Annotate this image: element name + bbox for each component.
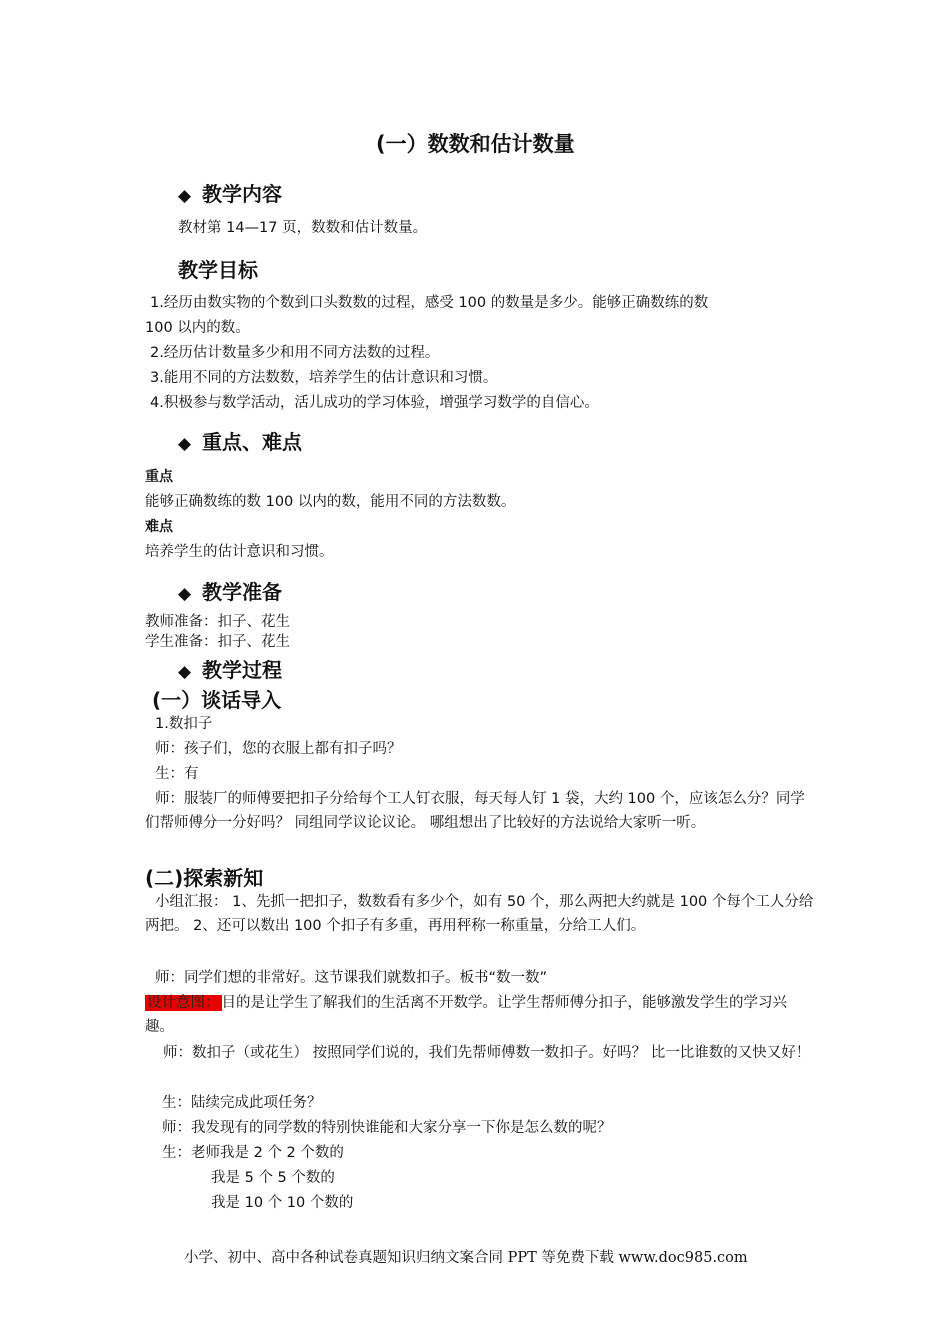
diamond-bullet-icon: ◆ (178, 584, 192, 604)
diamond-bullet-icon: ◆ (178, 434, 192, 454)
section-heading-prep (178, 576, 282, 605)
heading-text: 教学内容 (202, 182, 282, 206)
part1-line: 师：孩子们，您的衣服上都有扣子吗？ (155, 741, 402, 757)
section-heading-key (178, 426, 302, 455)
prep-student: 学生准备：扣子、花生 (145, 634, 290, 650)
heading-text: 教学过程 (202, 658, 282, 682)
design-intent-text: 目的是让学生了解我们的生活离不开数学。让学生帮师傅分扣子，能够激发学生的学习兴趣。 (145, 995, 787, 1035)
diamond-bullet-icon: ◆ (178, 186, 192, 206)
part1-paragraph: 师：服装厂的师傅要把扣子分给每个工人钉衣服，每天每人钉 1 袋，大约 100 个，应该怎么分？同学们帮师傅分一分好吗？ 同组同学议论议论。 哪组想出了比较好的方法说给大家听一听。 (145, 791, 805, 831)
key-text: 能够正确数练的数 100 以内的数，能用不同的方法数数。 (145, 494, 516, 510)
student-answer: 我是 10 个 10 个数的 (211, 1195, 354, 1211)
page-footer: 小学、初中、高中各种试卷真题知识归纳文案合同 PPT 等免费下载 www.doc985.com (184, 1250, 748, 1266)
goal-item: 3.能用不同的方法数数，培养学生的估计意识和习惯。 (150, 370, 498, 386)
part1-line: 生：有 (155, 766, 199, 782)
design-intent (145, 991, 815, 1039)
part2-paragraph: 小组汇报： 1、先抓一把扣子，数数看有多少个，如有 50 个，那么两把大约就是 100 个每个工人分给两把。 2、还可以数出 100 个扣子有多重，再用秤称一称重量，分给工人们。 (145, 894, 814, 934)
teacher-paragraph: 师：数扣子（或花生） 按照同学们说的，我们先帮师傅数一数扣子。好吗？ 比一比谁数的又快又好！ (163, 1045, 811, 1061)
section-heading-goals: 教学目标 (178, 258, 258, 282)
part2-heading: (二)探索新知 (145, 866, 264, 890)
teacher-question: 师：我发现有的同学数的特别快谁能和大家分享一下你是怎么数的呢？ (162, 1120, 612, 1136)
teacher-line: 师：同学们想的非常好。这节课我们就数扣子。板书“数一数” (155, 970, 548, 986)
section-heading-content (178, 178, 282, 207)
heading-text: 重点、难点 (202, 430, 302, 454)
goal-item: 2.经历估计数量多少和用不同方法数的过程。 (150, 345, 440, 361)
student-answer: 生：老师我是 2 个 2 个数的 (162, 1145, 344, 1161)
difficulty-text: 培养学生的估计意识和习惯。 (145, 544, 334, 560)
diamond-bullet-icon: ◆ (178, 662, 192, 682)
goal-item: 4.积极参与数学活动，活儿成功的学习体验，增强学习数学的自信心。 (150, 395, 599, 411)
section-heading-process (178, 654, 282, 683)
page-title: (一）数数和估计数量 (376, 132, 575, 156)
prep-teacher: 教师准备：扣子、花生 (145, 614, 290, 630)
student-answer: 我是 5 个 5 个数的 (211, 1170, 335, 1186)
heading-text: 教学准备 (202, 580, 282, 604)
content-text: 教材第 14—17 页，数数和估计数量。 (178, 220, 428, 236)
difficulty-label: 难点 (145, 519, 173, 535)
student-line: 生：陆续完成此项任务？ (162, 1095, 322, 1111)
design-intent-label: 设计意图： (147, 995, 220, 1011)
goal-item: 100 以内的数。 (145, 320, 250, 336)
part1-line: 1.数扣子 (155, 716, 213, 732)
goal-item: 1.经历由数实物的个数到口头数数的过程，感受 100 的数量是多少。能够正确数练的数 (150, 295, 709, 311)
part1-heading: (一）谈话导入 (152, 688, 282, 712)
key-label: 重点 (145, 469, 173, 485)
